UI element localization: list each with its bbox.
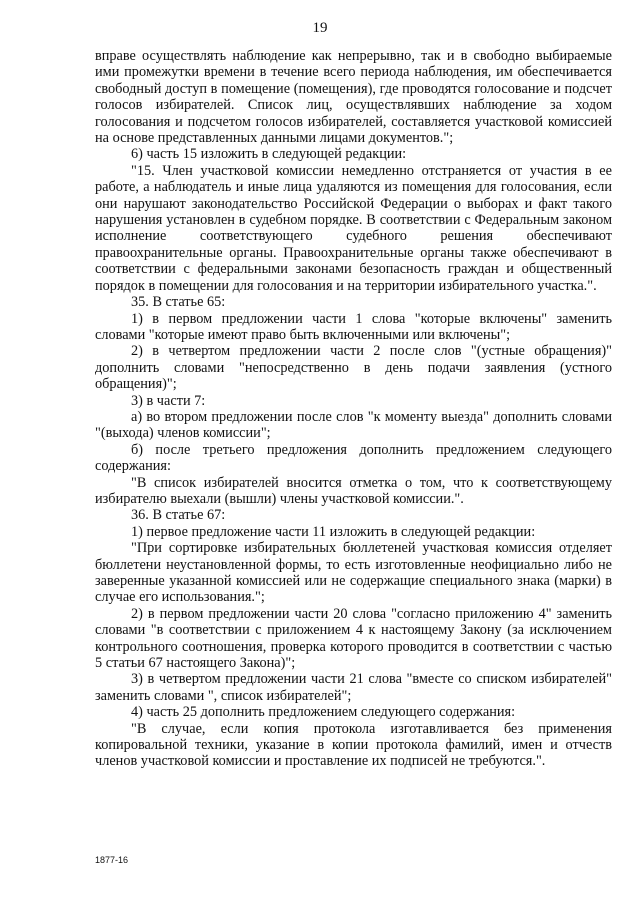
paragraph: 2) в первом предложении части 20 слова "согласно приложению 4" заменить словами "в соответствии с приложением 4 к настоящему Закону (за исключением контрольного соотношения, проверка которого проводится в соответствии с частью 5 статьи 67 настоящего Закона)";: [95, 605, 612, 672]
paragraph: 3) в четвертом предложении части 21 слова "вместе со списком избирателей" заменить словами ", список избирателей";: [95, 671, 612, 704]
paragraph: 1) первое предложение части 11 изложить в следующей редакции:: [131, 523, 536, 540]
paragraph: вправе осуществлять наблюдение как непрерывно, так и в свободно выбираемые ими промежутки времени в течение всего периода наблюдения, им обеспечивается свободный доступ в помещение (помещения), где проводятся голосование и подсчет голосов избирателей. Список лиц, осуществлявших наблюдение за ходом голосования и подсчетом голосов избирателей, составляется участковой комиссией на основе представленных данными лицами документов.";: [95, 48, 612, 147]
paragraph: 35. В статье 65:: [131, 294, 226, 311]
paragraph: "В список избирателей вносится отметка о том, что к соответствующему избирателю выехали (вышли) члены участковой комиссии.".: [95, 474, 612, 507]
paragraph: "При сортировке избирательных бюллетеней участковая комиссия отделяет бюллетени неустановленной формы, то есть изготовленные неофициально либо не заверенные указанной комиссией или не содержащие специального знака (марки) в случае его использования.";: [95, 540, 612, 606]
paragraph: 4) часть 25 дополнить предложением следующего содержания:: [131, 704, 516, 721]
paragraph: 36. В статье 67:: [131, 507, 226, 524]
paragraph: "15. Член участковой комиссии немедленно отстраняется от участия в ее работе, а наблюдатель и иные лица удаляются из помещения для голосования, если они нарушают законодательство Российской Федерации о выборах и факт такого нарушения установлен в судебном порядке. В соответствии с Федеральным законом исполнение соответствующего судебного решения обеспечивают правоохранительные органы. Правоохранительные органы также обеспечивают в соответствии с федеральными законами безопасность граждан и общественный порядок в помещении для голосования и на территории избирательного участка.".: [95, 162, 612, 294]
document-code: 1877-16: [95, 855, 129, 865]
paragraph: "В случае, если копия протокола изготавливается без применения копировальной техники, указание в копии протокола фамилий, имен и отчеств членов участковой комиссии и проставление их подписей не требуются.".: [95, 720, 612, 770]
paragraph: а) во втором предложении после слов "к моменту выезда" дополнить словами "(выхода) членов комиссии";: [95, 408, 612, 442]
paragraph: б) после третьего предложения дополнить предложением следующего содержания:: [95, 441, 612, 475]
paragraph: 3) в части 7:: [131, 392, 206, 409]
paragraph: 1) в первом предложении части 1 слова "которые включены" заменить словами "которые имеют право быть включенными или включены";: [95, 310, 612, 343]
document-body: [95, 48, 612, 770]
page-number: 19: [312, 20, 328, 36]
paragraph: 6) часть 15 изложить в следующей редакции:: [131, 146, 407, 163]
paragraph: 2) в четвертом предложении части 2 после слов "(устные обращения)" дополнить словами "непосредственно в день подачи заявления (устного обращения)";: [95, 343, 612, 393]
